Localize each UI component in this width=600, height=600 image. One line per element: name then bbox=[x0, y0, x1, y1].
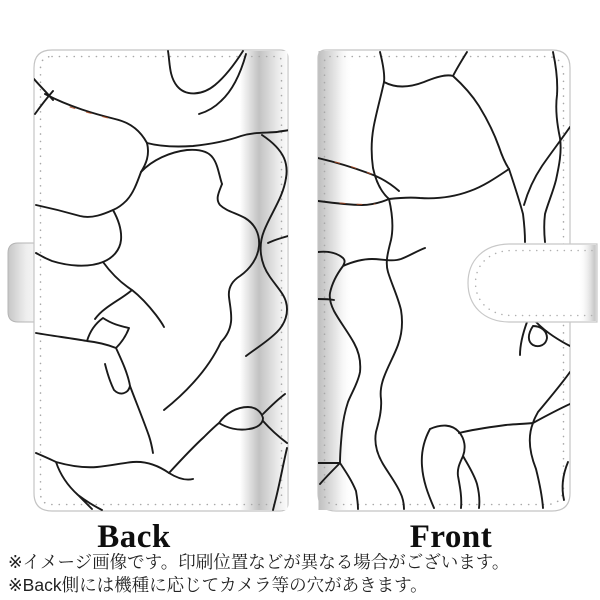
back-view-label: Back bbox=[97, 519, 171, 555]
back-case bbox=[8, 50, 289, 511]
disclaimer-notes bbox=[8, 551, 596, 597]
front-case bbox=[318, 50, 597, 511]
front-spine-shading bbox=[319, 51, 353, 510]
clasp-flap bbox=[468, 244, 597, 322]
front-view-label: Front bbox=[409, 519, 493, 555]
back-spine-shading bbox=[240, 51, 288, 510]
disclaimer-line-2: ※Back側には機種に応じてカメラ等の穴があきます。 bbox=[8, 575, 428, 595]
disclaimer-line-1: ※イメージ画像です。印刷位置などが異なる場合がございます。 bbox=[8, 552, 510, 572]
